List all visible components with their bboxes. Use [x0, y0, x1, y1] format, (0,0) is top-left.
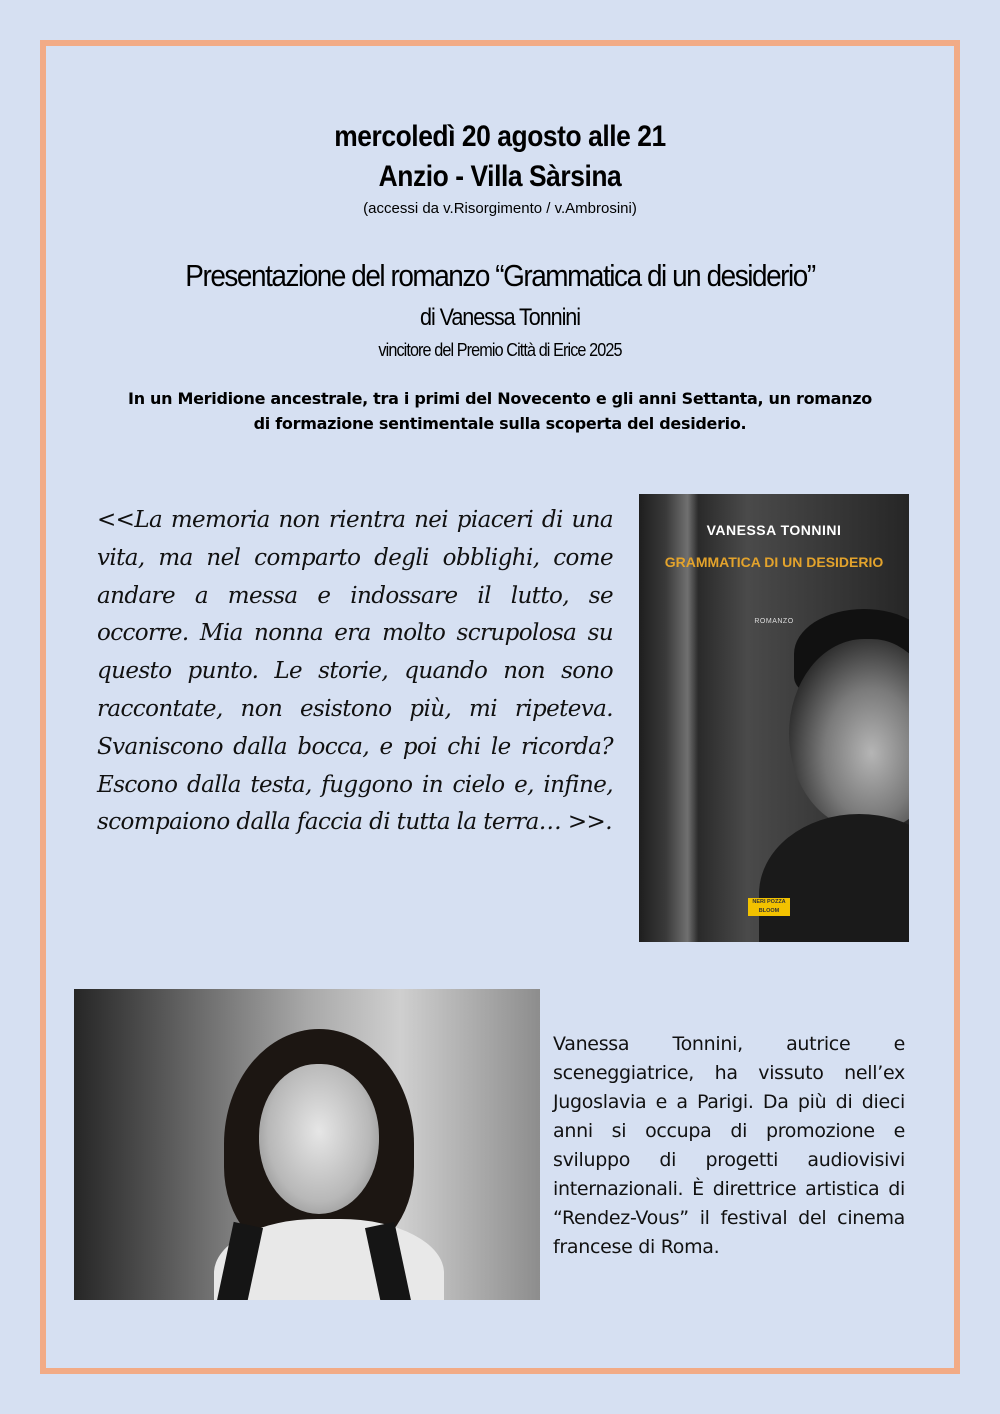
publisher-badge: NERI POZZA BLOOM	[748, 898, 790, 916]
event-date-time: mercoledì 20 agosto alle 21	[334, 120, 666, 153]
book-blurb: In un Meridione ancestrale, tra i primi del Novecento e gli anni Settanta, un romanzo di formazione sentimentale sulla scoperta del desiderio.	[128, 389, 872, 433]
photo-face	[259, 1064, 379, 1214]
cover-author: VANESSA TONNINI	[706, 522, 842, 538]
cover-genre: ROMANZO	[754, 618, 794, 625]
presentation-title: Presentazione del romanzo “Grammatica di un desiderio”	[185, 258, 815, 293]
book-cover-image	[639, 494, 909, 942]
cover-title: GRAMMATICA DI UN DESIDERIO	[664, 554, 884, 570]
author-line: di Vanessa Tonnini	[420, 304, 580, 331]
event-location: Anzio - Villa Sàrsina	[378, 160, 622, 193]
author-bio: Vanessa Tonnini, autrice e sceneggiatrice, ha vissuto nell’ex Jugoslavia e a Parigi. Da più di dieci anni si occupa di promozione e sviluppo di progetti audiovisivi internazionali. È direttrice artistica di “Rendez-Vous” il festival del cinema francese di Roma.	[553, 1033, 905, 1258]
access-note: (accessi da v.Risorgimento / v.Ambrosini)	[363, 200, 637, 217]
author-photo	[74, 989, 540, 1300]
book-quote: <<La memoria non rientra nei piaceri di una vita, ma nel comparto degli obblighi, come andare a messa e indossare il lutto, se occorre. Mia nonna era molto scrupolosa su questo punto. Le storie, quando non sono raccontate, non esistono più, mi ripeteva. Svaniscono dalla bocca, e poi chi le ricorda? Escono dalla testa, fuggono in cielo e, infine, scompaiono dalla faccia di tutta la terra… >>.	[97, 507, 613, 836]
prize-line: vincitore del Premio Città di Erice 2025	[378, 340, 622, 360]
cover-figure-shoulder	[759, 814, 909, 942]
